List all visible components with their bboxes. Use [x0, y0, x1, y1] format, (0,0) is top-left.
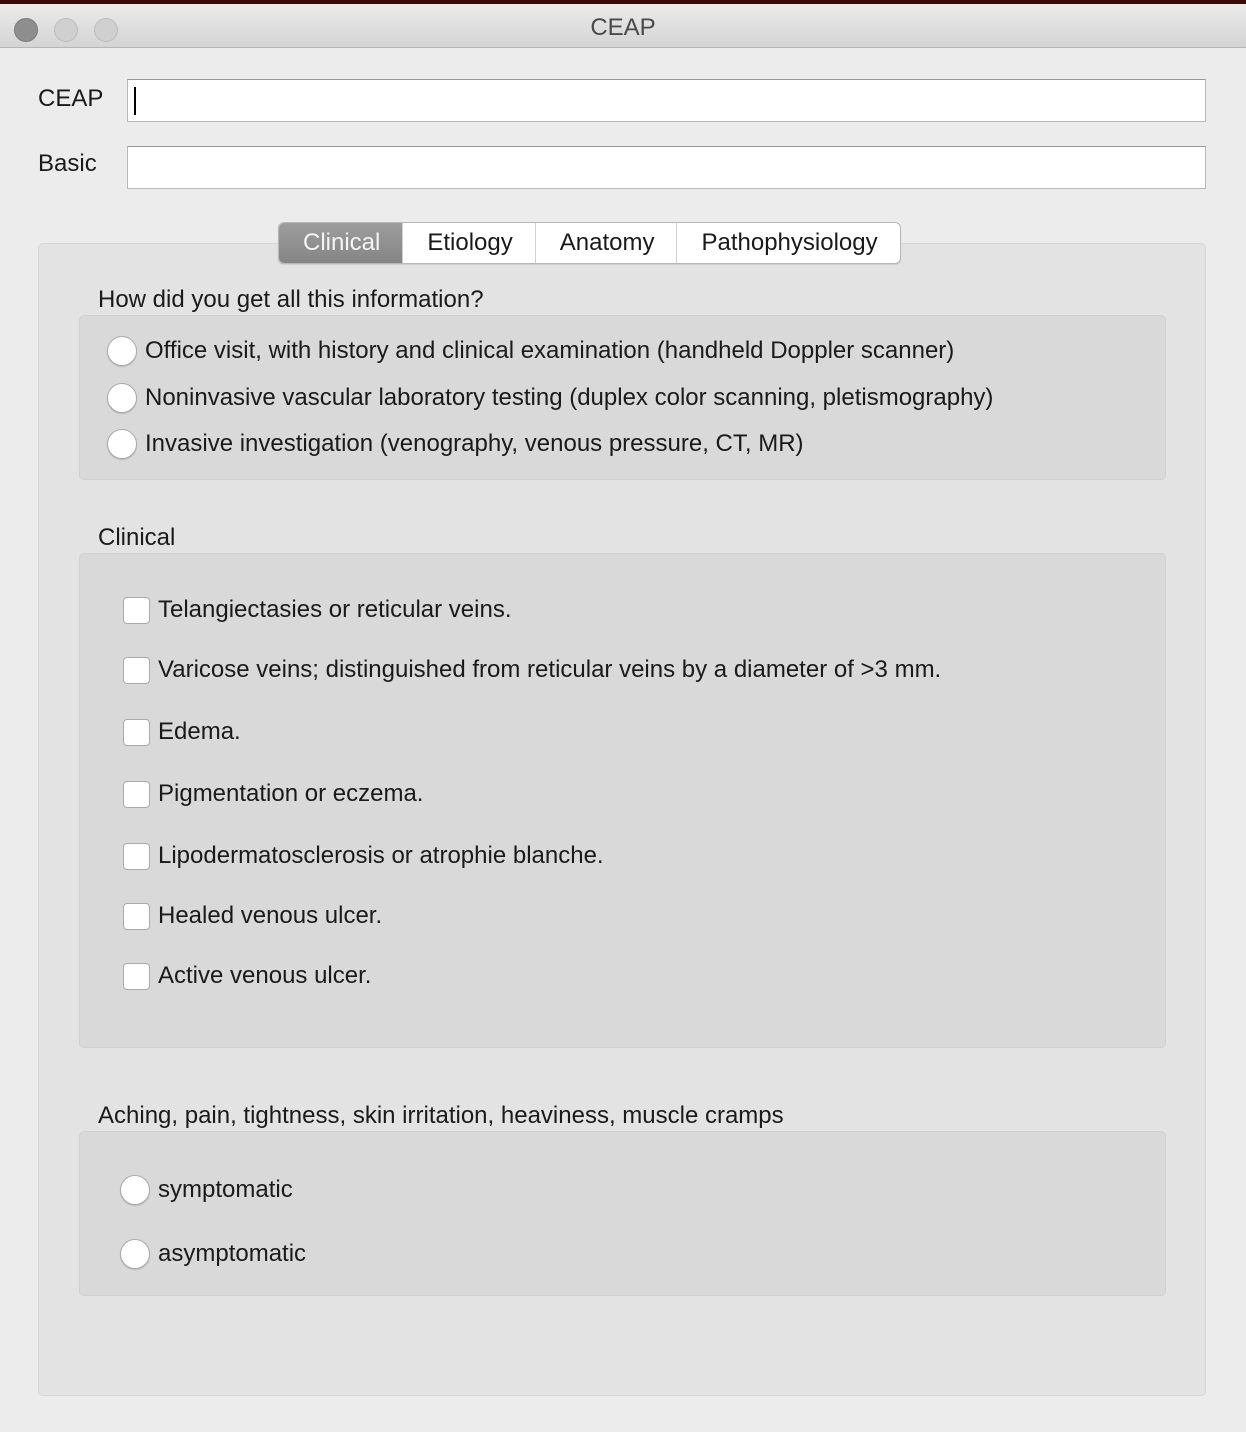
- symptoms-group: [79, 1131, 1166, 1296]
- checkbox[interactable]: [123, 963, 150, 990]
- checkbox[interactable]: [123, 597, 150, 624]
- source-group-title: How did you get all this information?: [98, 286, 484, 313]
- radio-button[interactable]: [107, 336, 137, 366]
- clinical-option-lipodermatosclerosis[interactable]: [123, 842, 604, 870]
- tab-clinical[interactable]: Clinical: [279, 223, 403, 263]
- option-label: Invasive investigation (venography, venous pressure, CT, MR): [145, 430, 804, 457]
- clinical-option-pigmentation[interactable]: [123, 780, 423, 808]
- radio-button[interactable]: [120, 1239, 150, 1269]
- tab-bar: [278, 222, 901, 264]
- option-label: Varicose veins; distinguished from reticular veins by a diameter of >3 mm.: [158, 656, 942, 683]
- tab-pathophysiology[interactable]: Pathophysiology: [701, 229, 878, 256]
- option-label: Lipodermatosclerosis or atrophie blanche.: [158, 842, 604, 869]
- clinical-option-telangiectasies[interactable]: [123, 596, 512, 624]
- window-title: CEAP: [590, 14, 656, 41]
- option-label: asymptomatic: [158, 1240, 307, 1267]
- option-label: Pigmentation or eczema.: [158, 780, 424, 807]
- radio-button[interactable]: [120, 1175, 150, 1205]
- symptoms-group-title: Aching, pain, tightness, skin irritation, heaviness, muscle cramps: [98, 1102, 784, 1129]
- clinical-option-healed-ulcer[interactable]: [123, 902, 382, 930]
- source-option-invasive[interactable]: [107, 429, 804, 459]
- symptoms-option-symptomatic[interactable]: [120, 1175, 293, 1205]
- radio-button[interactable]: [107, 383, 137, 413]
- option-label: symptomatic: [158, 1176, 293, 1203]
- checkbox[interactable]: [123, 781, 150, 808]
- option-label: Office visit, with history and clinical examination (handheld Doppler scanner): [145, 337, 955, 364]
- tab-anatomy[interactable]: Anatomy: [536, 223, 678, 263]
- clinical-option-edema[interactable]: [123, 718, 241, 746]
- option-label: Active venous ulcer.: [158, 962, 372, 989]
- clinical-option-active-ulcer[interactable]: [123, 962, 371, 990]
- clinical-group: [79, 553, 1166, 1048]
- source-option-office-visit[interactable]: [107, 336, 954, 366]
- symptoms-option-asymptomatic[interactable]: [120, 1239, 306, 1269]
- source-option-noninvasive[interactable]: [107, 383, 993, 413]
- ceap-label: CEAP: [38, 85, 104, 112]
- ceap-input[interactable]: [127, 79, 1206, 122]
- checkbox[interactable]: [123, 843, 150, 870]
- text-caret: [134, 87, 136, 115]
- checkbox[interactable]: [123, 903, 150, 930]
- basic-label: Basic: [38, 150, 97, 177]
- checkbox[interactable]: [123, 657, 150, 684]
- tab-etiology[interactable]: Etiology: [403, 223, 535, 263]
- option-label: Telangiectasies or reticular veins.: [158, 596, 512, 623]
- clinical-group-title: Clinical: [98, 524, 176, 551]
- checkbox[interactable]: [123, 719, 150, 746]
- basic-input[interactable]: [127, 146, 1206, 189]
- option-label: Healed venous ulcer.: [158, 902, 383, 929]
- option-label: Edema.: [158, 718, 241, 745]
- title-bar: [0, 0, 1246, 48]
- option-label: Noninvasive vascular laboratory testing (duplex color scanning, pletismography): [145, 384, 994, 411]
- radio-button[interactable]: [107, 429, 137, 459]
- source-group: [79, 315, 1166, 480]
- clinical-option-varicose[interactable]: [123, 656, 941, 684]
